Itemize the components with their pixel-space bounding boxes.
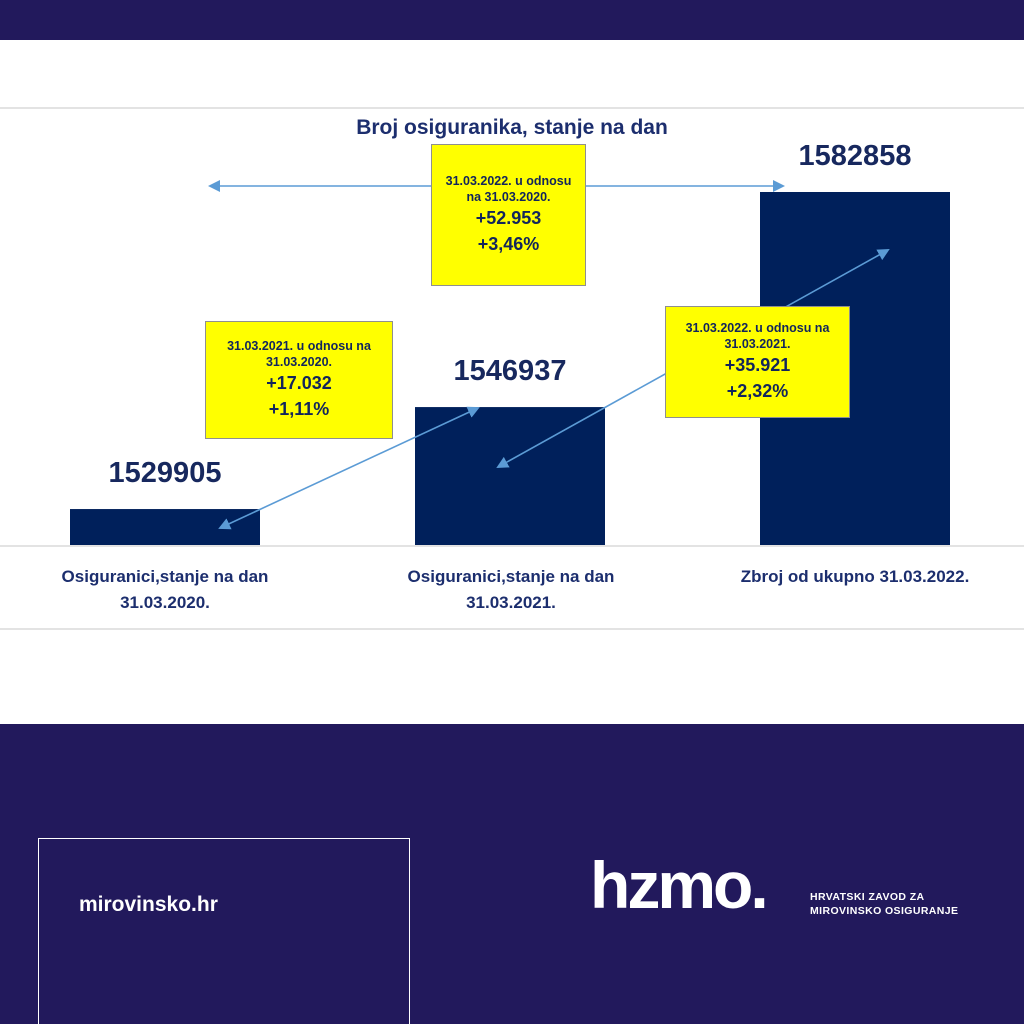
chart-title: Broj osiguranika, stanje na dan xyxy=(356,116,668,139)
callout-percent: +2,32% xyxy=(726,381,789,401)
logo-tagline-line-2: MIROVINSKO OSIGURANJE xyxy=(810,905,959,917)
callout-difference: +17.032 xyxy=(266,373,332,393)
category-label-line: Osiguranici,stanje na dan xyxy=(61,567,269,586)
callout-label: 31.03.2022. u odnosu na 31.03.2021. xyxy=(685,321,830,351)
category-label-2021 xyxy=(376,564,646,616)
logo-tagline xyxy=(810,890,958,918)
bar-0 xyxy=(70,509,260,545)
callout-percent: +1,11% xyxy=(268,399,330,419)
category-label-line: 31.03.2021. xyxy=(466,593,556,612)
callout-2021-vs-2020 xyxy=(205,321,393,439)
bar-value-label-2021: 1546937 xyxy=(453,355,567,388)
category-label-line: Zbroj od ukupno 31.03.2022. xyxy=(740,567,970,586)
category-label-2020 xyxy=(30,564,300,616)
site-link[interactable]: mirovinsko.hr xyxy=(79,893,218,916)
callout-difference: +52.953 xyxy=(475,208,542,228)
site-box xyxy=(38,838,410,1024)
bar-value-label-2020: 1529905 xyxy=(108,457,222,490)
footer-band xyxy=(0,724,1024,1024)
callout-percent: +3,46% xyxy=(477,234,540,254)
callout-label: 31.03.2021. u odnosu na 31.03.2020. xyxy=(227,339,371,369)
callout-2022-vs-2021 xyxy=(665,306,850,418)
bar-1 xyxy=(415,407,605,545)
category-label-2022 xyxy=(700,564,1010,590)
callout-label: 31.03.2022. u odnosu na 31.03.2020. xyxy=(445,174,572,204)
category-label-line: 31.03.2020. xyxy=(120,593,210,612)
callout-2022-vs-2020 xyxy=(431,144,586,286)
bar-value-label-2022: 1582858 xyxy=(798,140,912,172)
callout-difference: +35.921 xyxy=(724,355,791,375)
logo-tagline-line-1: HRVATSKI ZAVOD ZA xyxy=(810,891,925,903)
hzmo-logo: hzmo. xyxy=(590,848,766,922)
category-label-line: Osiguranici,stanje na dan xyxy=(407,567,615,586)
